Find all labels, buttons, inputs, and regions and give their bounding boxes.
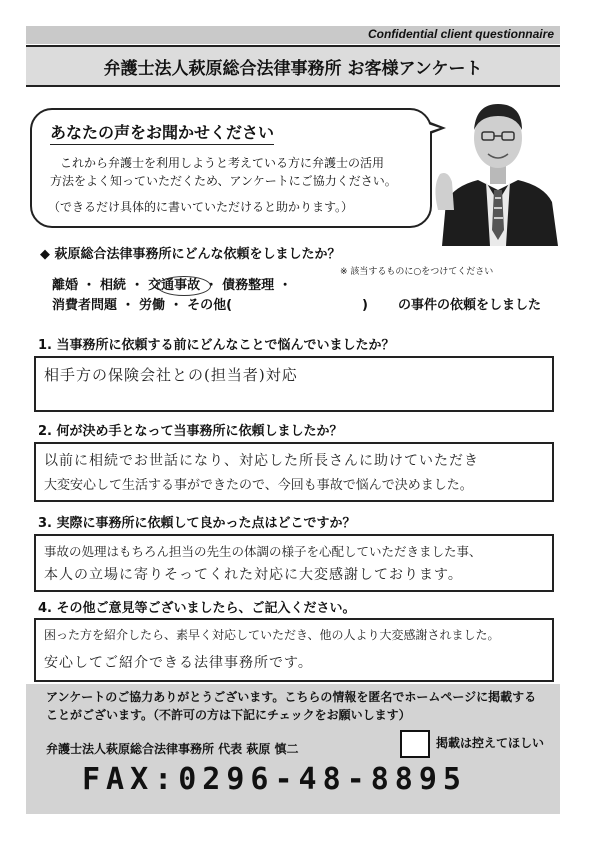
question-4-label: 4. その他ご意見等ございましたら、ご記入ください。 (38, 601, 356, 616)
answer-box-4[interactable] (34, 618, 554, 682)
question-3-label: 3. 実際に事務所に依頼して良かった点はどこですか？ (38, 516, 356, 531)
answer-4-line-1: 困った方を紹介したら、素早く対応していただき、他の人より大変感謝されました。 (44, 628, 500, 642)
title-band (26, 45, 560, 87)
answer-box-2[interactable] (34, 442, 554, 502)
fax-number: FAX:0296-48-8895 (82, 762, 467, 797)
footer-thanks-line-2: ことがございます。（不許可の方は下記にチェックをお願いします） (46, 708, 411, 722)
answer-2-line-2: 大変安心して生活する事ができたので、今回も事故で悩んで決めました。 (44, 478, 473, 493)
confidential-label: Confidential client questionnaire (367, 27, 554, 41)
footer-thanks-line-1: アンケートのご協力ありがとうございます。こちらの情報を匿名でホームページに掲載する (46, 690, 537, 704)
page-title: 弁護士法人萩原総合法律事務所 お客様アンケート (103, 59, 483, 79)
intro-heading: あなたの声をお聞かせください (50, 120, 274, 145)
answer-2-line-1: 以前に相続でお世話になり、対応した所長さんに助けていただき (44, 453, 479, 469)
answer-4-line-2: 安心してご紹介できる法律事務所です。 (44, 655, 313, 671)
firm-representative: 弁護士法人萩原総合法律事務所 代表 萩原 慎二 (46, 742, 299, 756)
opt-out-checkbox[interactable] (400, 730, 430, 758)
intro-bubble (30, 108, 432, 228)
answer-1-line-1: 相手方の保険会社との(担当者)対応 (44, 366, 298, 384)
request-question: ◆ 萩原総合法律事務所にどんな依頼をしましたか？ (40, 247, 341, 262)
confidential-band (26, 26, 560, 44)
answer-3-line-2: 本人の立場に寄りそってくれた対応に大変感謝しております。 (44, 567, 463, 583)
answer-box-3[interactable] (34, 534, 554, 592)
intro-line-1: これから弁護士を利用しようと考えている方に弁護士の活用 (60, 156, 385, 170)
request-options-line-1: 離婚 ・ 相続 ・ 交通事故 ・ 債務整理 ・ (52, 278, 292, 293)
opt-out-label: 掲載は控えてほしい (436, 736, 545, 750)
intro-line-3: （できるだけ具体的に書いていただけると助かります。） (48, 200, 354, 214)
answer-3-line-1: 事故の処理はもちろん担当の先生の体調の様子を心配していただきました事、 (44, 544, 482, 559)
request-note: ※ 該当するものに○をつけてください (340, 267, 494, 277)
answer-box-1[interactable] (34, 356, 554, 412)
request-suffix: の事件の依頼をしました (398, 298, 542, 313)
intro-line-2: 方法をよく知っていただくため、アンケートにご協力ください。 (50, 174, 397, 188)
question-1-label: 1. 当事務所に依頼する前にどんなことで悩んでいましたか？ (38, 338, 395, 353)
request-options-line-2: 消費者問題 ・ 労働 ・ その他( ) (52, 298, 368, 313)
question-2-label: 2. 何が決め手となって当事務所に依頼しましたか？ (38, 424, 343, 439)
lawyer-photo (432, 90, 564, 246)
selected-option-circle (157, 276, 211, 296)
footer-band (26, 684, 560, 814)
